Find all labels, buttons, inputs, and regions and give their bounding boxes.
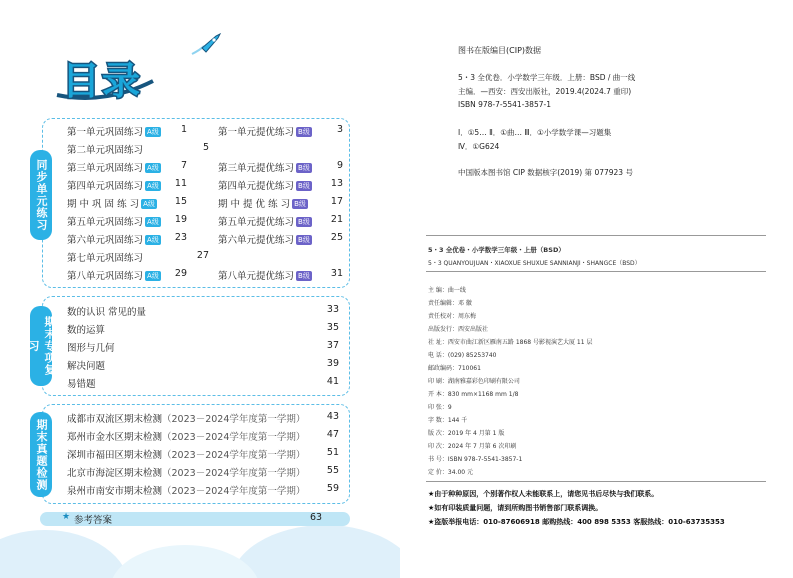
toc-entry[interactable]: 第五单元巩固练习 A级 19: [67, 214, 187, 228]
spec-line: 印 刷：湖南雅嘉彩色印刷有限公司: [428, 378, 520, 385]
spec-line: 邮政编码：710061: [428, 365, 481, 372]
level-a-badge: A级: [143, 200, 155, 208]
divider: [426, 481, 766, 482]
spec-line: 开 本：830 mm×1168 mm 1/8: [428, 391, 519, 398]
divider: [426, 271, 766, 272]
level-b-badge: B级: [294, 200, 306, 208]
level-b-badge: B级: [298, 182, 310, 190]
notice-line: ★如有印装质量问题，请到所购图书销售部门联系调换。: [428, 504, 603, 512]
spec-line: 定 价：34.00 元: [428, 469, 473, 476]
toc-entry[interactable]: 第五单元提优练习 B级 21: [218, 214, 343, 228]
cip-line: Ⅰ．①5… Ⅱ．①曲… Ⅲ．①小学数学课—习题集: [458, 128, 612, 137]
spec-line: 字 数：144 千: [428, 417, 468, 424]
toc-entry[interactable]: 第四单元巩固练习 A级 11: [67, 178, 187, 192]
toc-entry[interactable]: 第三单元提优练习 B级 9: [218, 160, 343, 174]
toc-entry[interactable]: 期 中 提 优 练 习 B级 17: [218, 196, 343, 210]
toc-entry[interactable]: 图形与几何 37: [67, 340, 339, 354]
cip-line: 5・3 全优卷．小学数学三年级．上册：BSD / 曲一线: [458, 73, 636, 82]
level-a-badge: A级: [147, 164, 159, 172]
book-title: 5・3 全优卷・小学数学三年级・上册（BSD）: [428, 246, 565, 254]
level-b-badge: B级: [298, 272, 310, 280]
toc-entry[interactable]: 数的认识 常见的量 33: [67, 304, 339, 318]
level-a-badge: A级: [147, 128, 159, 136]
toc-entry[interactable]: 深圳市福田区期末检测（2023－2024学年度第一学期） 51: [67, 447, 339, 461]
decor-hill: [0, 530, 130, 578]
toc-entry[interactable]: 第一单元巩固练习 A级 1: [67, 124, 187, 138]
spec-line: 社 址：西安市曲江新区雁南五路 1868 号影视演艺大厦 11 层: [428, 339, 593, 346]
spec-line: 责任编辑：邓 徽: [428, 300, 472, 307]
divider: [426, 235, 766, 236]
spec-line: 印 次：2024 年 7 月第 6 次印刷: [428, 443, 517, 450]
level-a-badge: A级: [147, 182, 159, 190]
spec-line: 责任校对：周东梅: [428, 313, 477, 320]
level-a-badge: A级: [147, 218, 159, 226]
level-b-badge: B级: [298, 218, 310, 226]
toc-entry[interactable]: 第八单元提优练习 B级 31: [218, 268, 343, 282]
level-b-badge: B级: [298, 236, 310, 244]
toc-entry[interactable]: 期 中 巩 固 练 习 A级 15: [67, 196, 187, 210]
notice-line: ★盗版举报电话：010-87606918 邮购热线：400 898 5353 客服热线：010-63735353: [428, 518, 725, 526]
level-b-badge: B级: [298, 128, 310, 136]
spec-line: 版 次：2019 年 4 月第 1 版: [428, 430, 505, 437]
spec-line: 印 张：9: [428, 404, 452, 411]
cip-line: Ⅳ．①G624: [458, 142, 500, 151]
book-pinyin: 5・3 QUANYOUJUAN・XIAOXUE SHUXUE SANNIANJI・SHANGCE（BSD）: [428, 260, 641, 267]
level-a-badge: A级: [147, 272, 159, 280]
decor-hill: [230, 525, 400, 578]
toc-entry[interactable]: 泉州市南安市期末检测（2023－2024学年度第一学期） 59: [67, 483, 339, 497]
tab-sync-practice: 同步单元练习: [30, 150, 52, 240]
toc-entry[interactable]: 易错题 41: [67, 376, 339, 390]
tab-final-review: 期末专项复习: [30, 306, 52, 386]
toc-entry[interactable]: 数的运算 35: [67, 322, 339, 336]
page-title: 目录: [62, 59, 143, 103]
cip-record: 中国版本图书馆 CIP 数据核字(2019) 第 077923 号: [458, 168, 633, 177]
toc-entry[interactable]: 第六单元提优练习 B级 25: [218, 232, 343, 246]
decor-hill: [110, 545, 260, 578]
rocket-icon: [190, 32, 224, 56]
toc-entry[interactable]: 成都市双流区期末检测（2023－2024学年度第一学期） 43: [67, 411, 339, 425]
toc-entry[interactable]: 第七单元巩固练习 27: [67, 250, 209, 264]
toc-entry[interactable]: 北京市海淀区期末检测（2023－2024学年度第一学期） 55: [67, 465, 339, 479]
cip-line: 主编．—西安：西安出版社，2019.4(2024.7 重印): [458, 87, 632, 96]
cip-line: ISBN 978-7-5541-3857-1: [458, 100, 551, 109]
spec-line: 电 话：(029) 85253740: [428, 352, 497, 359]
star-icon: ★: [62, 512, 71, 522]
toc-entry[interactable]: 解决问题 39: [67, 358, 339, 372]
toc-entry[interactable]: 第六单元巩固练习 A级 23: [67, 232, 187, 246]
answer-key-entry[interactable]: ★ 参考答案 63: [40, 512, 350, 526]
level-b-badge: B级: [298, 164, 310, 172]
toc-entry[interactable]: 第二单元巩固练习 5: [67, 142, 209, 156]
toc-entry[interactable]: 第一单元提优练习 B级 3: [218, 124, 343, 138]
cip-title: 图书在版编目(CIP)数据: [458, 46, 542, 55]
tab-final-exam: 期末真题检测: [30, 412, 52, 497]
notice-line: ★由于种种原因，个别著作权人未能联系上，请您见书后尽快与我们联系。: [428, 490, 659, 498]
spec-line: 出版发行：西安出版社: [428, 326, 489, 333]
toc-entry[interactable]: 郑州市金水区期末检测（2023－2024学年度第一学期） 47: [67, 429, 339, 443]
spec-line: 主 编：曲一线: [428, 287, 466, 294]
spec-line: 书 号：ISBN 978-7-5541-3857-1: [428, 456, 523, 463]
level-a-badge: A级: [147, 236, 159, 244]
toc-entry[interactable]: 第四单元提优练习 B级 13: [218, 178, 343, 192]
toc-entry[interactable]: 第八单元巩固练习 A级 29: [67, 268, 187, 282]
toc-entry[interactable]: 第三单元巩固练习 A级 7: [67, 160, 187, 174]
